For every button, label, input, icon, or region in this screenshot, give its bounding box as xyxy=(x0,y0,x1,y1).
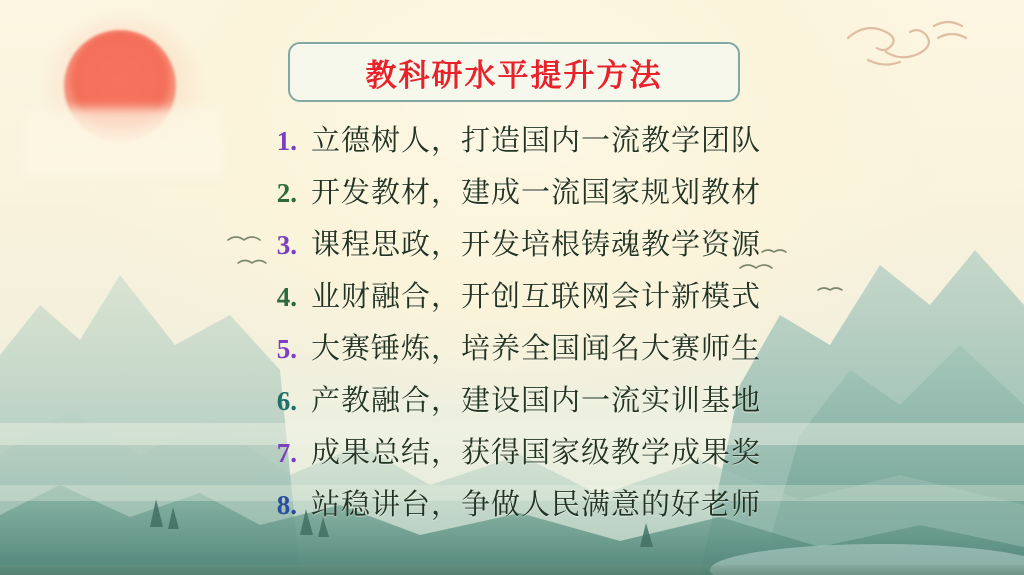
bottom-band xyxy=(0,565,1024,575)
list-item xyxy=(255,170,815,222)
cloud-swirl-icon xyxy=(838,8,978,78)
page-title: 教科研水平提升方法 xyxy=(365,57,663,94)
list-item-number: 6. xyxy=(276,386,297,416)
list-item-label: 大赛锤炼，培养全国闻名大赛师生 xyxy=(311,331,762,365)
list-item-label: 成果总结，获得国家级教学成果奖 xyxy=(311,435,762,469)
list-item-label: 立德树人，打造国内一流教学团队 xyxy=(311,123,762,157)
list-item-number: 7. xyxy=(276,438,297,468)
list-item-number: 1. xyxy=(276,126,297,156)
list-item xyxy=(255,430,815,482)
list-item-number: 3. xyxy=(276,230,297,260)
list-item xyxy=(255,118,815,170)
list-item-label: 课程思政，开发培根铸魂教学资源 xyxy=(311,227,762,261)
list-item-label: 业财融合，开创互联网会计新模式 xyxy=(311,279,762,313)
list-item-label: 开发教材，建成一流国家规划教材 xyxy=(311,175,762,209)
list-item-label: 产教融合，建设国内一流实训基地 xyxy=(311,383,762,417)
list-item xyxy=(255,326,815,378)
list-item xyxy=(255,482,815,534)
list-item xyxy=(255,378,815,430)
list-item-number: 8. xyxy=(276,490,297,520)
list-item xyxy=(255,222,815,274)
list-item-number: 4. xyxy=(276,282,297,312)
list-item-number: 2. xyxy=(276,178,297,208)
list-item-number: 5. xyxy=(276,334,297,364)
list-item-label: 站稳讲台，争做人民满意的好老师 xyxy=(311,487,762,521)
method-list xyxy=(255,118,815,534)
list-item xyxy=(255,274,815,326)
title-box xyxy=(288,42,740,102)
